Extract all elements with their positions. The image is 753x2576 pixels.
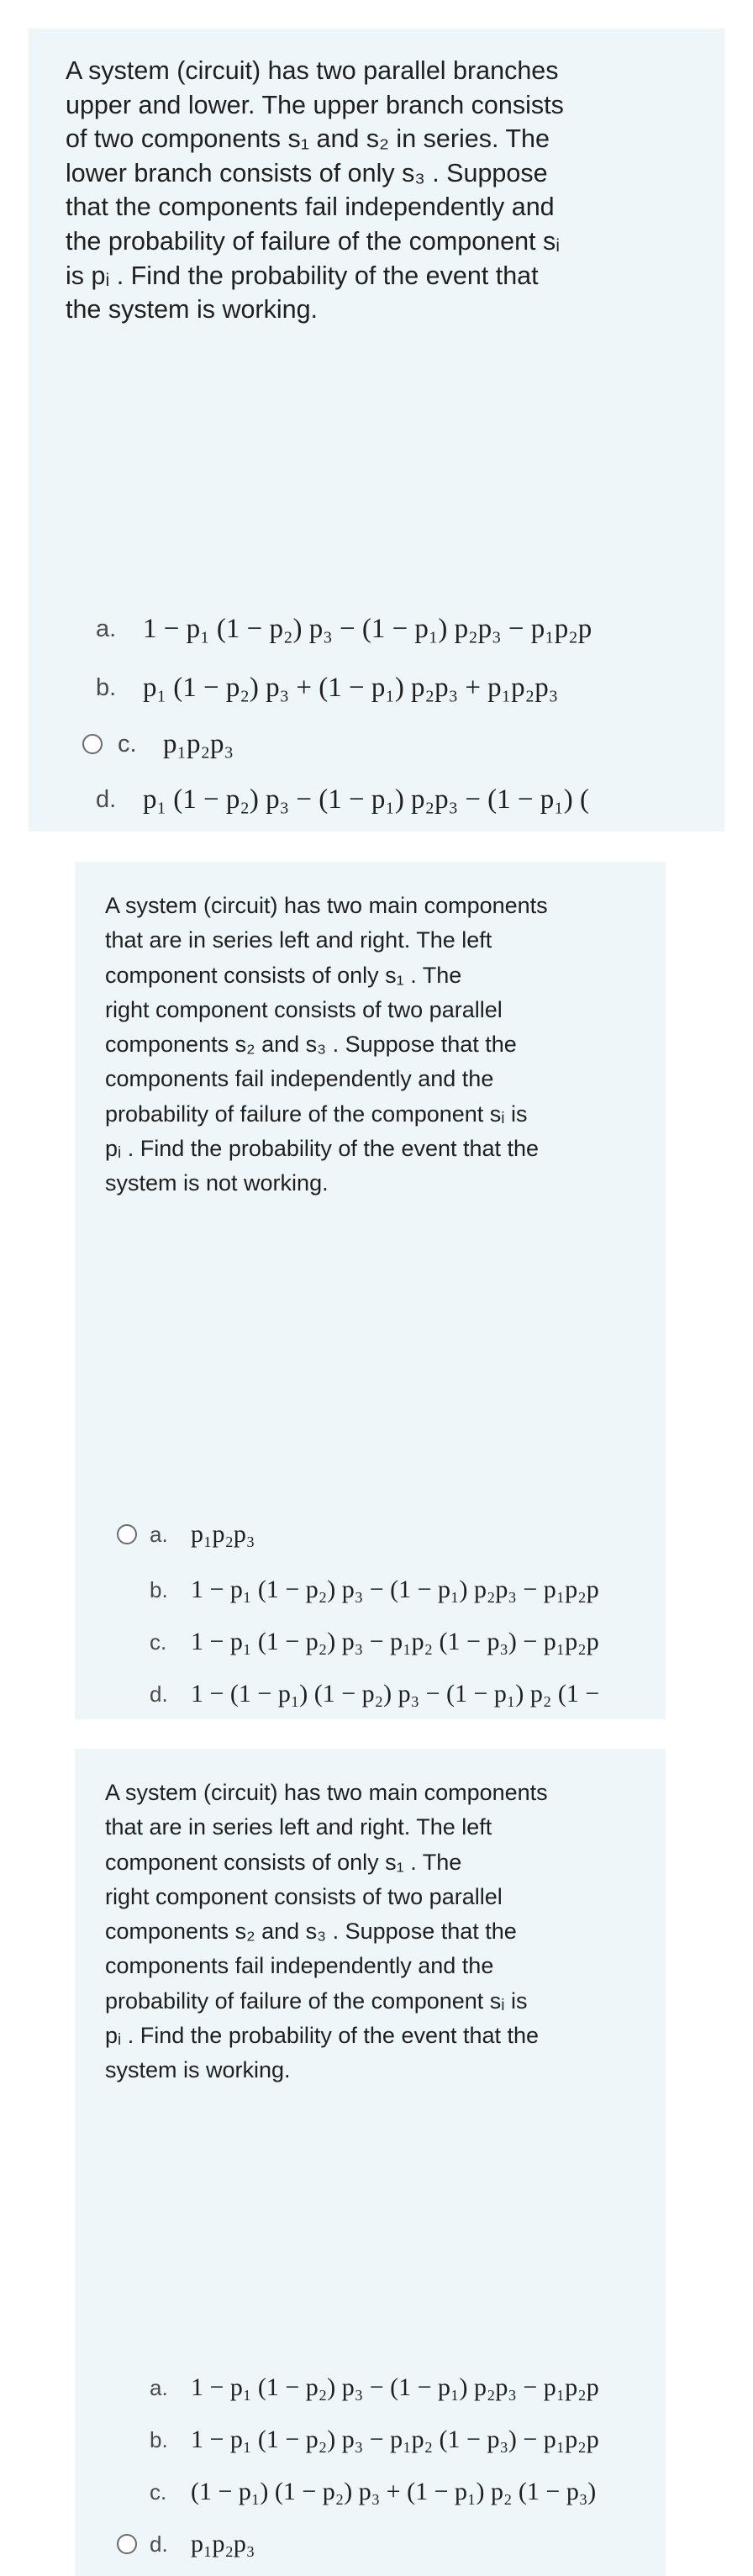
question-text: A system (circuit) has two main components that are in series left and right. The left component consists of only s₁ . The right component consists of two parallel components s₂ and s₃ . Suppose that the components fail independently and the probability of failure of the component sᵢ is pᵢ . Find the probability of the event that the system is not working. [105, 893, 548, 1196]
answer-option-b[interactable] [29, 664, 724, 711]
answer-option-a[interactable] [75, 1511, 666, 1558]
option-formula: p₁ (1 − p₂) p₃ − (1 − p₁) p₂p₃ − (1 − p₁) ( [143, 784, 590, 815]
question-text: A system (circuit) has two parallel branches upper and lower. The upper branch consists of two components s₁ and s₂ in series. The lower branch consists of only s₃ . Suppose that the components fail independently and the probability of failure of the component sᵢ is pᵢ . Find the probability of the event that the system is working. [66, 56, 564, 325]
answer-option-c[interactable] [29, 721, 724, 768]
option-formula: p₁ (1 − p₂) p₃ + (1 − p₁) p₂p₃ + p₁p₂p₃ [143, 672, 559, 703]
question-card-3 [75, 1749, 666, 2576]
option-letter: c. [150, 2478, 167, 2505]
option-formula: p₁p₂p₃ [191, 1520, 255, 1548]
answer-option-a[interactable] [75, 2364, 666, 2411]
option-formula: 1 − p₁ (1 − p₂) p₃ − (1 − p₁) p₂p₃ − p₁p₂p [191, 2373, 599, 2401]
option-formula: 1 − p₁ (1 − p₂) p₃ − p₁p₂ (1 − p₃) − p₁p₂p [191, 2426, 599, 2453]
option-formula: 1 − p₁ (1 − p₂) p₃ − (1 − p₁) p₂p₃ − p₁p₂p [143, 613, 592, 644]
option-formula: 1 − p₁ (1 − p₂) p₃ − p₁p₂ (1 − p₃) − p₁p₂p [191, 1628, 599, 1655]
answer-option-c[interactable] [75, 2468, 666, 2515]
answer-option-d[interactable] [29, 776, 724, 823]
option-letter: a. [96, 615, 117, 642]
option-letter: c. [150, 1628, 167, 1655]
option-letter: b. [96, 673, 117, 701]
answer-option-b[interactable] [75, 2416, 666, 2463]
option-letter: c. [118, 730, 137, 757]
option-letter: d. [150, 2531, 168, 2557]
answer-option-a[interactable] [29, 605, 724, 652]
answer-option-c[interactable] [75, 1618, 666, 1665]
option-letter: d. [150, 1681, 168, 1707]
option-letter: b. [150, 1576, 168, 1602]
radio-button[interactable] [117, 1524, 137, 1544]
option-letter: a. [150, 1521, 168, 1547]
answer-option-b[interactable] [75, 1566, 666, 1613]
question-text: A system (circuit) has two main components that are in series left and right. The left component consists of only s₁ . The right component consists of two parallel components s₂ and s₃ . Suppose that the components fail independently and the probability of failure of the component sᵢ is pᵢ . Find the probability of the event that the system is working. [105, 1780, 548, 2083]
question-card-1 [29, 29, 724, 831]
option-formula: 1 − p₁ (1 − p₂) p₃ − (1 − p₁) p₂p₃ − p₁p₂p [191, 1576, 599, 1603]
radio-button[interactable] [117, 2534, 137, 2554]
option-formula: p₁p₂p₃ [163, 728, 234, 759]
answer-option-d[interactable] [75, 1671, 666, 1718]
option-letter: b. [150, 2426, 168, 2452]
radio-button[interactable] [82, 734, 103, 754]
option-formula: 1 − (1 − p₁) (1 − p₂) p₃ − (1 − p₁) p₂ (1 − [191, 1680, 600, 1708]
option-letter: d. [96, 785, 117, 813]
option-formula: p₁p₂p₃ [191, 2530, 255, 2558]
option-formula: (1 − p₁) (1 − p₂) p₃ + (1 − p₁) p₂ (1 − p₃) [191, 2478, 597, 2505]
answer-option-d[interactable] [75, 2521, 666, 2568]
question-card-2 [75, 862, 666, 1719]
option-letter: a. [150, 2374, 168, 2400]
